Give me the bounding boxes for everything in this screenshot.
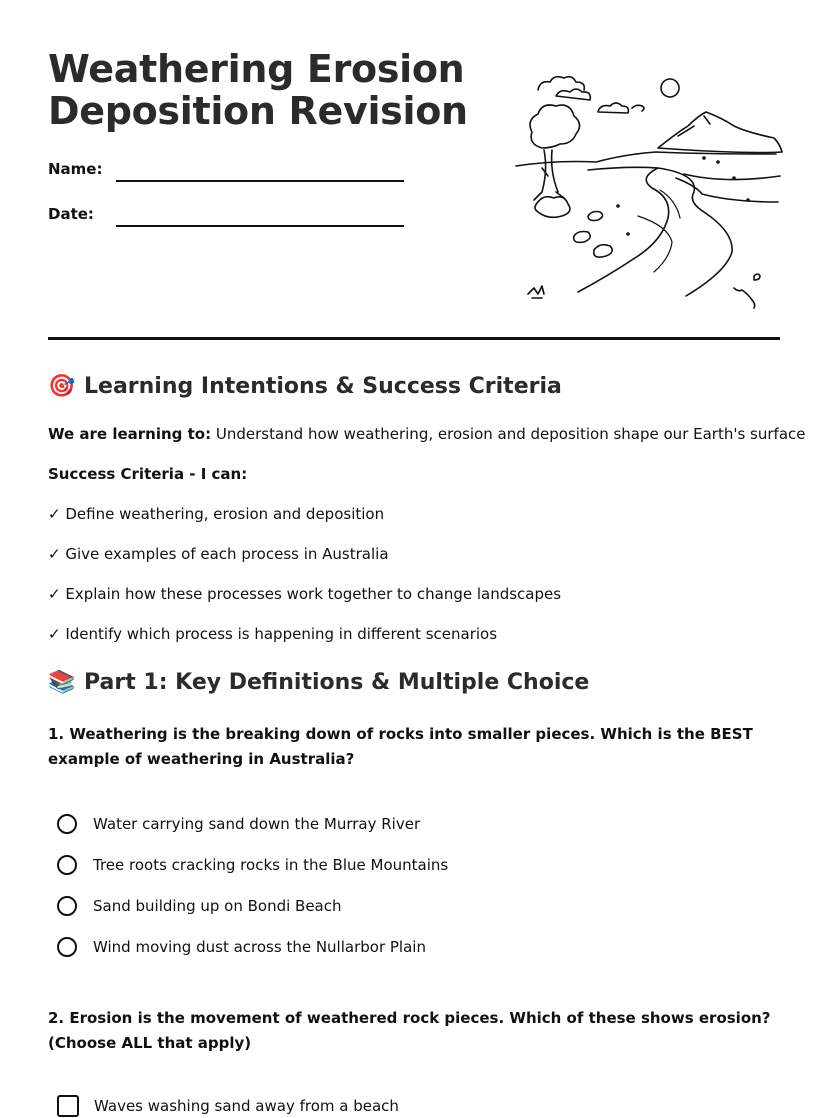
q1-option-1[interactable]	[57, 814, 420, 834]
title-line-2: Deposition Revision	[48, 89, 468, 133]
landscape-illustration	[508, 66, 784, 314]
option-label: Tree roots cracking rocks in the Blue Mountains	[93, 856, 449, 874]
radio-button[interactable]	[57, 814, 77, 834]
success-criterion: ✓ Define weathering, erosion and deposition	[48, 505, 385, 523]
q2-option-1[interactable]	[57, 1095, 399, 1117]
learning-intention-lead: We are learning to:	[48, 425, 212, 443]
name-field[interactable]	[116, 180, 404, 182]
learning-intention	[48, 424, 806, 444]
option-label: Waves washing sand away from a beach	[94, 1097, 399, 1115]
option-label: Wind moving dust across the Nullarbor Plain	[93, 938, 426, 956]
learning-intention-text: Understand how weathering, erosion and deposition shape our Earth's surface	[211, 425, 806, 443]
part1-heading-text: Part 1: Key Definitions & Multiple Choice	[84, 670, 590, 695]
date-label: Date:	[48, 205, 94, 223]
question-2-text: 2. Erosion is the movement of weathered rock pieces. Which of these shows erosion? (Choose ALL that apply)	[48, 1009, 771, 1052]
success-criterion: ✓ Explain how these processes work together to change landscapes	[48, 585, 562, 603]
q1-option-3[interactable]	[57, 896, 342, 916]
learning-intentions-heading-text: Learning Intentions & Success Criteria	[84, 374, 562, 399]
date-field[interactable]	[116, 225, 404, 227]
title-line-1: Weathering Erosion	[48, 47, 465, 91]
page-title	[48, 48, 468, 132]
q1-option-2[interactable]	[57, 855, 448, 875]
success-criterion: ✓ Give examples of each process in Australia	[48, 545, 389, 563]
books-icon: 📚	[48, 670, 76, 695]
success-criteria-heading: Success Criteria - I can:	[48, 465, 248, 483]
part1-heading	[48, 670, 589, 695]
question-1-text: 1. Weathering is the breaking down of rocks into smaller pieces. Which is the BEST example of weathering in Australia?	[48, 725, 753, 768]
name-label: Name:	[48, 160, 103, 178]
radio-button[interactable]	[57, 896, 77, 916]
option-label: Sand building up on Bondi Beach	[93, 897, 342, 915]
success-criterion: ✓ Identify which process is happening in different scenarios	[48, 625, 498, 643]
checkbox[interactable]	[57, 1095, 79, 1117]
learning-intentions-heading	[48, 374, 562, 399]
option-label: Water carrying sand down the Murray River	[93, 815, 421, 833]
q1-option-4[interactable]	[57, 937, 426, 957]
header-divider	[48, 337, 780, 340]
radio-button[interactable]	[57, 855, 77, 875]
target-icon: 🎯	[48, 374, 76, 399]
radio-button[interactable]	[57, 937, 77, 957]
